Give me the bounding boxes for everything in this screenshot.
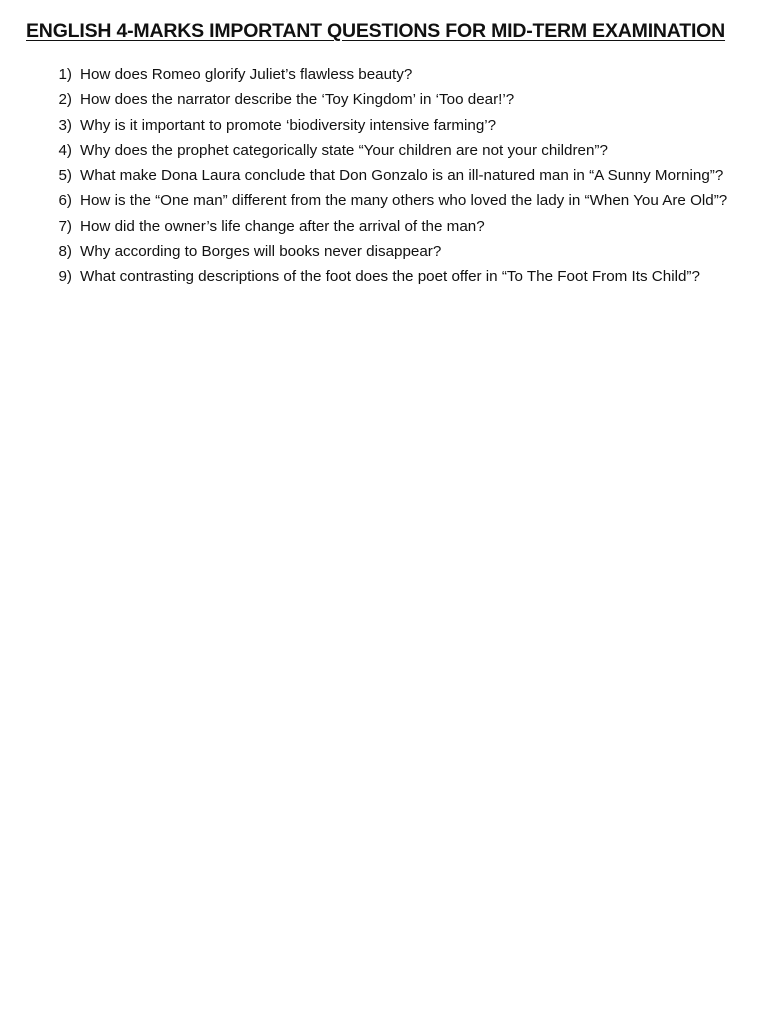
- list-item: [40, 214, 740, 239]
- question-text: Why according to Borges will books never disappear?: [80, 243, 442, 261]
- list-item: [40, 239, 740, 264]
- list-item: [40, 188, 740, 213]
- list-item: [40, 163, 740, 188]
- list-item: [40, 264, 740, 289]
- question-text: Why does the prophet categorically state “Your children are not your children”?: [80, 141, 608, 159]
- page-title: ENGLISH 4-MARKS IMPORTANT QUESTIONS FOR MID-TERM EXAMINATION: [26, 20, 726, 42]
- list-item: [40, 138, 740, 163]
- question-number: 8): [58, 243, 72, 261]
- question-text: How does Romeo glorify Juliet’s flawless beauty?: [80, 66, 413, 83]
- question-number: 3): [58, 116, 72, 134]
- question-number: 6): [58, 192, 72, 210]
- question-list: [40, 62, 740, 290]
- question-text: How does the narrator describe the ‘Toy Kingdom’ in ‘Too dear!’?: [80, 91, 515, 109]
- question-number: 2): [58, 91, 72, 109]
- question-text: How is the “One man” different from the many others who loved the lady in “When You Are Old”?: [80, 192, 728, 210]
- list-item: [40, 87, 740, 112]
- question-text: What contrasting descriptions of the foot does the poet offer in “To The Foot From Its Child”?: [80, 268, 700, 286]
- question-text: How did the owner’s life change after the arrival of the man?: [80, 217, 485, 235]
- question-number: 7): [58, 217, 72, 235]
- question-text: Why is it important to promote ‘biodiversity intensive farming’?: [80, 116, 497, 134]
- question-number: 4): [58, 141, 72, 159]
- question-number: 9): [58, 268, 72, 286]
- question-number: 5): [58, 167, 72, 185]
- list-item: [40, 62, 740, 87]
- question-text: What make Dona Laura conclude that Don Gonzalo is an ill-natured man in “A Sunny Morning”?: [80, 167, 724, 185]
- list-item: [40, 113, 740, 138]
- question-number: 1): [58, 66, 72, 83]
